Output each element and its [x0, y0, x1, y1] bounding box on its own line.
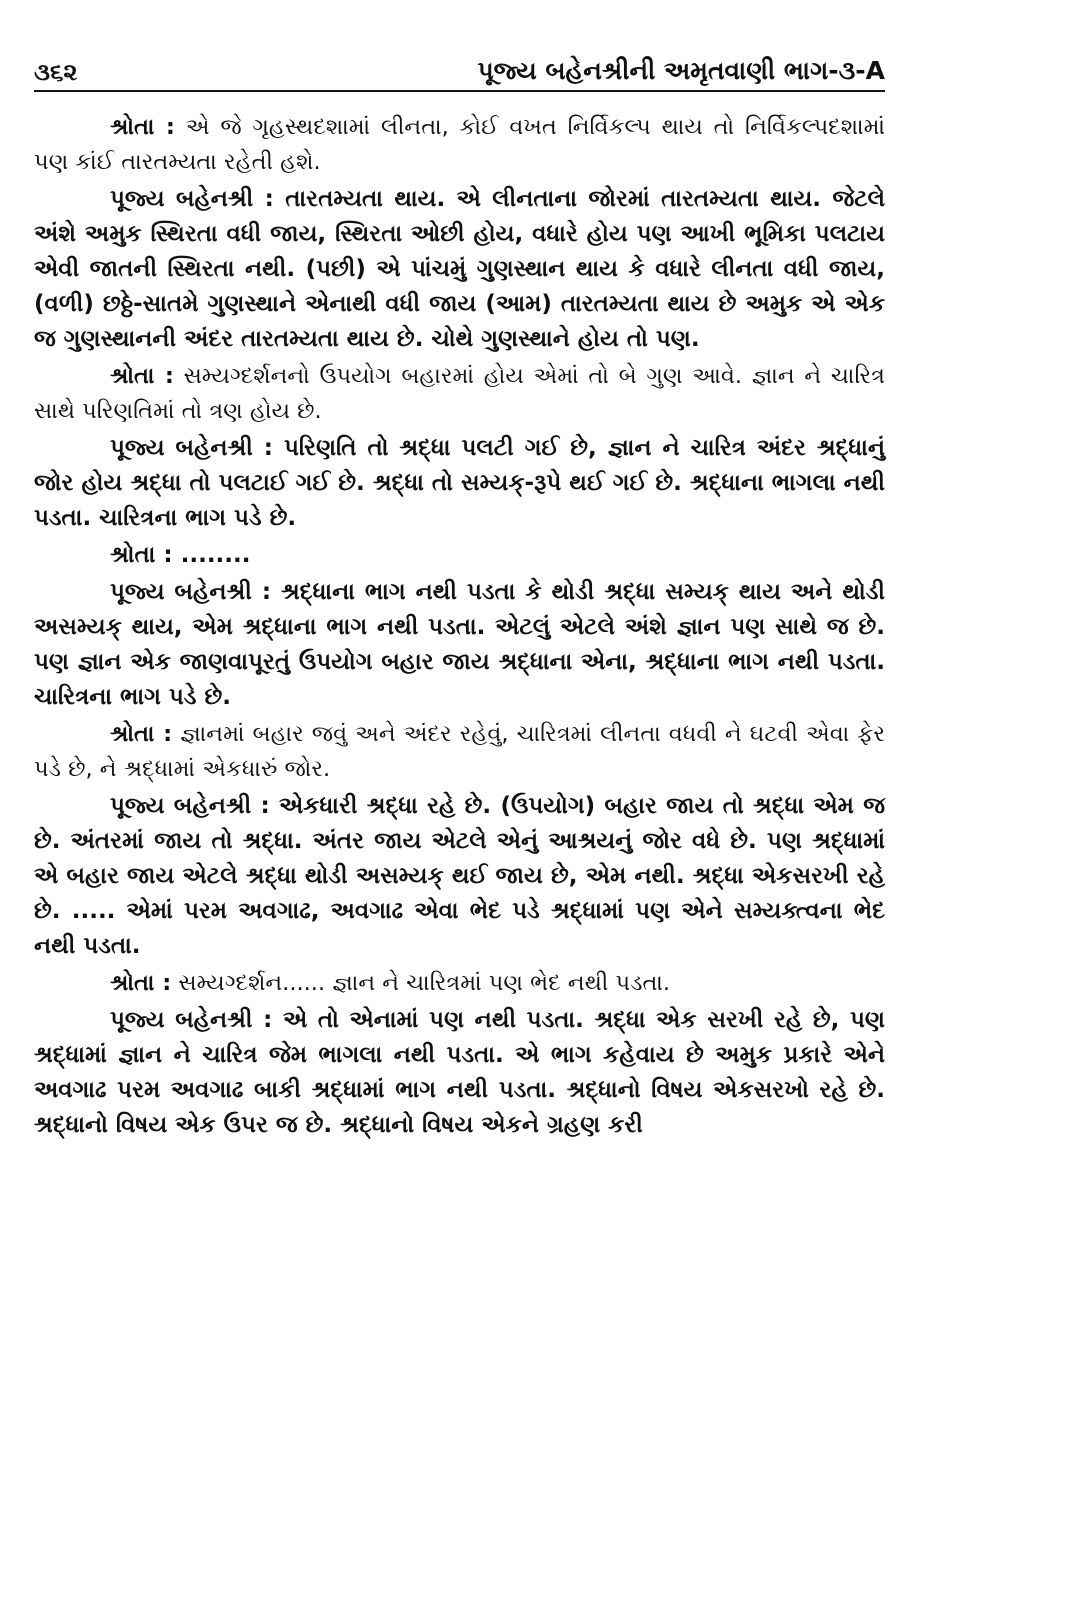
paragraph-text: એકધારી શ્રદ્ધા રહે છે. (ઉપયોગ) બહાર જાય તો શ્રદ્ધા એમ જ છે. અંતરમાં જાય તો શ્રદ્ધા. અંતર જાય એટલે એનું આશ્રયનું જોર વધે છે. પણ શ્રદ્ધામાં એ બહાર જાય એટલે શ્રદ્ધા થોડી અસમ્યક્ થઈ જાય છે, એમ નથી. શ્રદ્ધા એકસરખી રહે છે. ..... એમાં પરમ અવગાઢ, અવગાઢ એવા ભેદ પડે શ્રદ્ધામાં પણ એને સમ્યક્ત્વના ભેદ નથી પડતા.	[34, 793, 885, 959]
paragraph-text: સમ્યગ્દર્શનનો ઉપયોગ બહારમાં હોય એમાં તો બે ગુણ આવે. જ્ઞાન ને ચારિત્ર સાથે પરિણતિમાં તો ત્રણ હોય છે.	[34, 363, 885, 424]
speaker-label: શ્રોતા :	[110, 114, 175, 140]
listener-paragraph	[34, 110, 885, 180]
reply-paragraph	[34, 538, 885, 573]
speaker-label: પૂજ્ય બહેનશ્રી :	[110, 1007, 273, 1033]
paragraph-text: એ તો એનામાં પણ નથી પડતા. શ્રદ્ધા એક સરખી રહે છે, પણ શ્રદ્ધામાં જ્ઞાન ને ચારિત્ર જેમ ભાગલા નથી પડતા. એ ભાગ કહેવાય છે અમુક પ્રકારે એને અવગાઢ પરમ અવગાઢ બાકી શ્રદ્ધામાં ભાગ નથી પડતા. શ્રદ્ધાનો વિષય એકસરખો રહે છે. શ્રદ્ધાનો વિષય એક ઉપર જ છે. શ્રદ્ધાનો વિષય એકને ગ્રહણ કરી	[34, 1007, 885, 1138]
speaker-label: શ્રોતા :	[110, 721, 173, 747]
listener-paragraph	[34, 359, 885, 429]
speaker-label: શ્રોતા :	[110, 363, 174, 389]
paragraph-text: એ જે ગૃહસ્થદશામાં લીનતા, કોઈ વખત નિર્વિકલ્પ થાય તો નિર્વિકલ્પદશામાં પણ કાંઈ તારતમ્યતા રહેતી હશે.	[34, 114, 886, 175]
running-title: પૂજ્ય બહેનશ્રીની અમૃતવાણી ભાગ-૩-A	[477, 56, 885, 85]
paragraph-text: પરિણતિ તો શ્રદ્ધા પલટી ગઈ છે, જ્ઞાન ને ચારિત્ર અંદર શ્રદ્ધાનું જોર હોય શ્રદ્ધા તો પલટાઈ ગઈ છે. શ્રદ્ધા તો સમ્યક્-રૂપે થઈ ગઈ છે. શ્રદ્ધાના ભાગલા નથી પડતા. ચારિત્રના ભાગ પડે છે.	[34, 435, 885, 531]
reply-paragraph	[34, 575, 885, 715]
speaker-label: પૂજ્ય બહેનશ્રી :	[110, 435, 273, 461]
listener-paragraph	[34, 717, 885, 787]
reply-paragraph	[34, 1003, 885, 1143]
paragraph-text: સમ્યગ્દર્શન...... જ્ઞાન ને ચારિત્રમાં પણ ભેદ નથી પડતા.	[178, 970, 671, 996]
speaker-label: પૂજ્ય બહેનશ્રી :	[110, 793, 270, 819]
listener-paragraph	[34, 966, 885, 1001]
paragraph-text: શ્રદ્ધાના ભાગ નથી પડતા કે થોડી શ્રદ્ધા સમ્યક્ થાય અને થોડી અસમ્યક્ થાય, એમ શ્રદ્ધાના ભાગ નથી પડતા. એટલું એટલે અંશે જ્ઞાન પણ સાથે જ છે. પણ જ્ઞાન એક જાણવાપૂરતું ઉપયોગ બહાર જાય શ્રદ્ધાના એના, શ્રદ્ધાના ભાગ નથી પડતા. ચારિત્રના ભાગ પડે છે.	[34, 579, 885, 710]
paragraph-text: તારતમ્યતા થાય. એ લીનતાના જોરમાં તારતમ્યતા થાય. જેટલે અંશે અમુક સ્થિરતા વધી જાય, સ્થિરતા ઓછી હોય, વધારે હોય પણ આખી ભૂમિકા પલટાય એવી જાતની સ્થિરતા નથી. (પછી) એ પાંચમું ગુણસ્થાન થાય કે વધારે લીનતા વધી જાય, (વળી) છઠ્ઠે-સાતમે ગુણસ્થાને એનાથી વધી જાય (આમ) તારતમ્યતા થાય છે અમુક એ એક જ ગુણસ્થાનની અંદર તારતમ્યતા થાય છે. ચોથે ગુણસ્થાને હોય તો પણ.	[34, 186, 885, 352]
page-body	[34, 110, 885, 1145]
paragraph-text: જ્ઞાનમાં બહાર જવું અને અંદર રહેવું, ચારિત્રમાં લીનતા વધવી ને ઘટવી એવા ફેર પડે છે, ને શ્રદ્ધામાં એકધારું જોર.	[34, 721, 885, 782]
speaker-label: શ્રોતા :	[110, 970, 172, 996]
speaker-label: પૂજ્ય બહેનશ્રી :	[110, 186, 274, 212]
paragraph-text: ........	[180, 542, 251, 568]
speaker-label: શ્રોતા :	[110, 542, 173, 568]
reply-paragraph	[34, 431, 885, 536]
reply-paragraph	[34, 182, 885, 357]
page-number: ૩૬૨	[34, 58, 78, 86]
speaker-label: પૂજ્ય બહેનશ્રી :	[110, 579, 272, 605]
page-header	[34, 46, 885, 92]
reply-paragraph	[34, 789, 885, 964]
